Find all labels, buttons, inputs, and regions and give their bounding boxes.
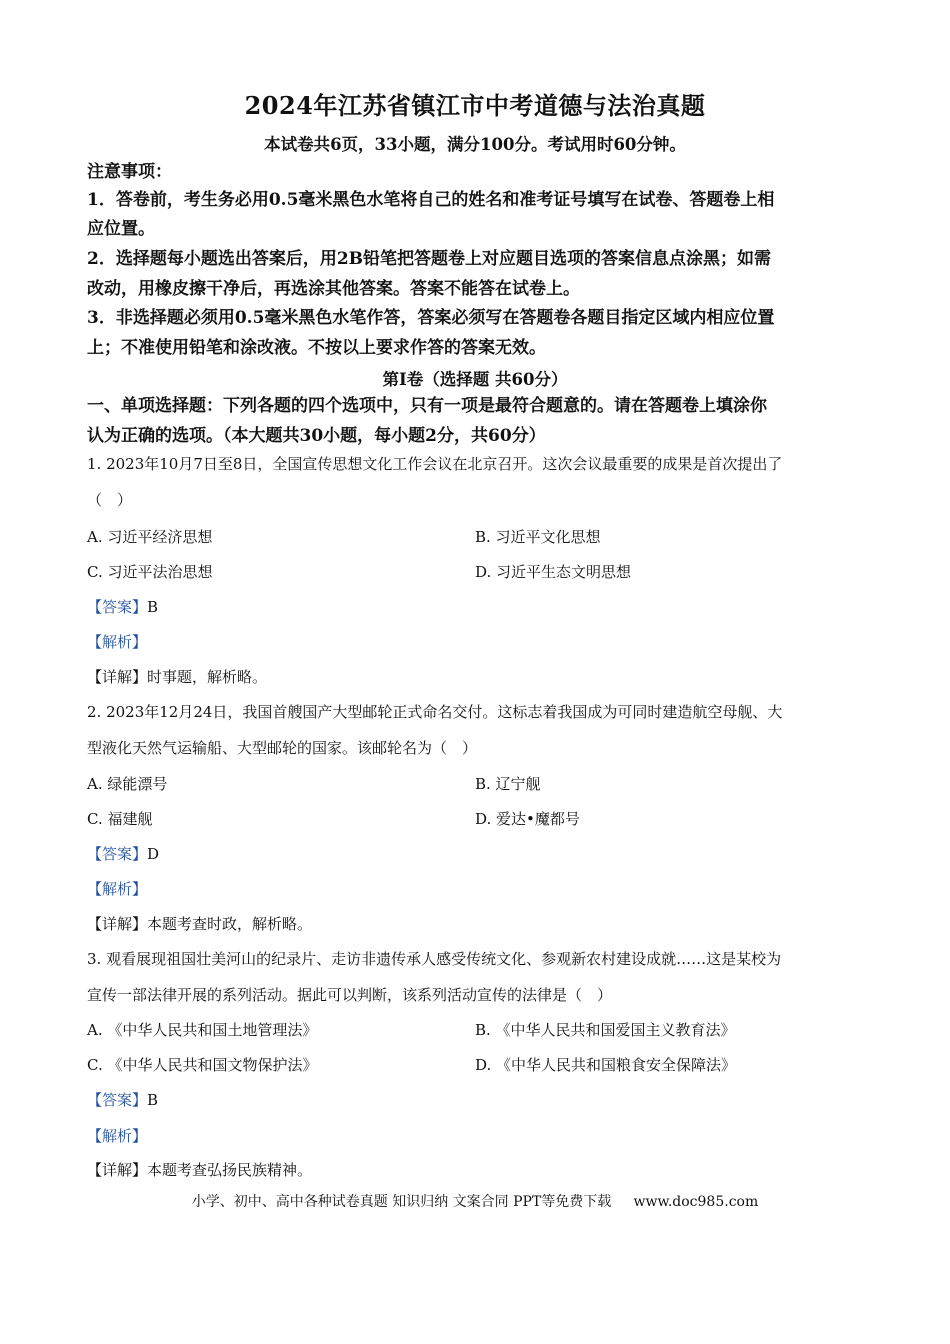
- answer-value: B: [147, 598, 159, 616]
- question-3-stem: 宣传一部法律开展的系列活动。据此可以判断，该系列活动宣传的法律是（ ）: [87, 986, 613, 1004]
- section-instruction: 一、单项选择题：下列各题的四个选项中，只有一项是最符合题意的。请在答题卷上填涂你: [87, 396, 767, 416]
- question-3-stem: 3. 观看展现祖国壮美河山的纪录片、走访非遗传承人感受传统文化、参观新农村建设成就……这是某校为: [87, 950, 782, 968]
- detail-tag: 【详解】: [87, 1161, 148, 1179]
- question-1-detail: [87, 666, 267, 688]
- answer-tag: 【答案】: [87, 598, 148, 616]
- question-2-option-b: B. 辽宁舰: [475, 775, 541, 793]
- analysis-tag: 【解析】: [87, 1127, 148, 1145]
- question-3-option-a: A. 《中华人民共和国土地管理法》: [87, 1021, 318, 1039]
- answer-tag: 【答案】: [87, 845, 148, 863]
- question-3-detail: [87, 1159, 312, 1181]
- question-3-answer: [87, 1089, 158, 1111]
- section-instruction: 认为正确的选项。（本大题共30小题，每小题2分，共60分）: [87, 426, 546, 446]
- detail-text: 本题考查弘扬民族精神。: [147, 1161, 313, 1179]
- footer-url[interactable]: www.doc985.com: [633, 1194, 759, 1210]
- question-2-option-a: A. 绿能漂号: [87, 775, 168, 793]
- question-1-stem: 1. 2023年10月7日至8日，全国宣传思想文化工作会议在北京召开。这次会议最重要的成果是首次提出了: [87, 455, 783, 473]
- notice-line: 应位置。: [87, 219, 155, 239]
- notice-line: 上；不准使用铅笔和涂改液。不按以上要求作答的答案无效。: [87, 338, 546, 358]
- footer-text: 小学、初中、高中各种试卷真题 知识归纳 文案合同 PPT等免费下载: [191, 1194, 612, 1210]
- notice-line: 2．选择题每小题选出答案后，用2B铅笔把答题卷上对应题目选项的答案信息点涂黑；如需: [87, 249, 772, 269]
- question-2-stem: 2. 2023年12月24日，我国首艘国产大型邮轮正式命名交付。这标志着我国成为可同时建造航空母舰、大: [87, 703, 783, 721]
- answer-tag: 【答案】: [87, 1091, 148, 1109]
- question-1-option-b: B. 习近平文化思想: [475, 528, 601, 546]
- question-1-option-a: A. 习近平经济思想: [87, 528, 213, 546]
- analysis-tag: 【解析】: [87, 633, 148, 651]
- notice-line: 3．非选择题必须用0.5毫米黑色水笔作答，答案必须写在答题卷各题目指定区域内相应位置: [87, 308, 775, 328]
- question-1-answer: [87, 596, 158, 618]
- question-2-answer: [87, 843, 159, 865]
- detail-tag: 【详解】: [87, 915, 148, 933]
- detail-tag: 【详解】: [87, 668, 148, 686]
- question-2-stem: 型液化天然气运输船、大型邮轮的国家。该邮轮名为（ ）: [87, 739, 478, 757]
- question-1-option-c: C. 习近平法治思想: [87, 563, 213, 581]
- notice-line: 改动，用橡皮擦干净后，再选涂其他答案。答案不能答在试卷上。: [87, 279, 580, 299]
- notice-heading: 注意事项：: [87, 162, 172, 182]
- question-1-analysis: [87, 631, 147, 653]
- notice-line: 1．答卷前，考生务必用0.5毫米黑色水笔将自己的姓名和准考证号填写在试卷、答题卷上相: [87, 190, 775, 210]
- page-footer: [0, 1191, 950, 1211]
- detail-text: 本题考查时政，解析略。: [147, 915, 313, 933]
- page-title: 2024年江苏省镇江市中考道德与法治真题: [244, 91, 706, 120]
- answer-value: B: [147, 1091, 159, 1109]
- answer-value: D: [147, 845, 160, 863]
- question-3-option-c: C. 《中华人民共和国文物保护法》: [87, 1056, 318, 1074]
- detail-text: 时事题，解析略。: [147, 668, 268, 686]
- analysis-tag: 【解析】: [87, 880, 148, 898]
- question-2-analysis: [87, 878, 147, 900]
- question-3-analysis: [87, 1125, 147, 1147]
- question-2-option-d: D. 爱达•魔都号: [475, 810, 580, 828]
- page-subtitle: 本试卷共6页，33小题，满分100分。考试用时60分钟。: [264, 135, 686, 154]
- question-3-option-b: B. 《中华人民共和国爱国主义教育法》: [475, 1021, 736, 1039]
- question-2-detail: [87, 913, 312, 935]
- section-title: 第Ⅰ卷（选择题 共60分）: [382, 370, 568, 389]
- question-2-option-c: C. 福建舰: [87, 810, 153, 828]
- question-1-option-d: D. 习近平生态文明思想: [475, 563, 632, 581]
- question-3-option-d: D. 《中华人民共和国粮食安全保障法》: [475, 1056, 737, 1074]
- question-1-stem: （ ）: [87, 491, 133, 509]
